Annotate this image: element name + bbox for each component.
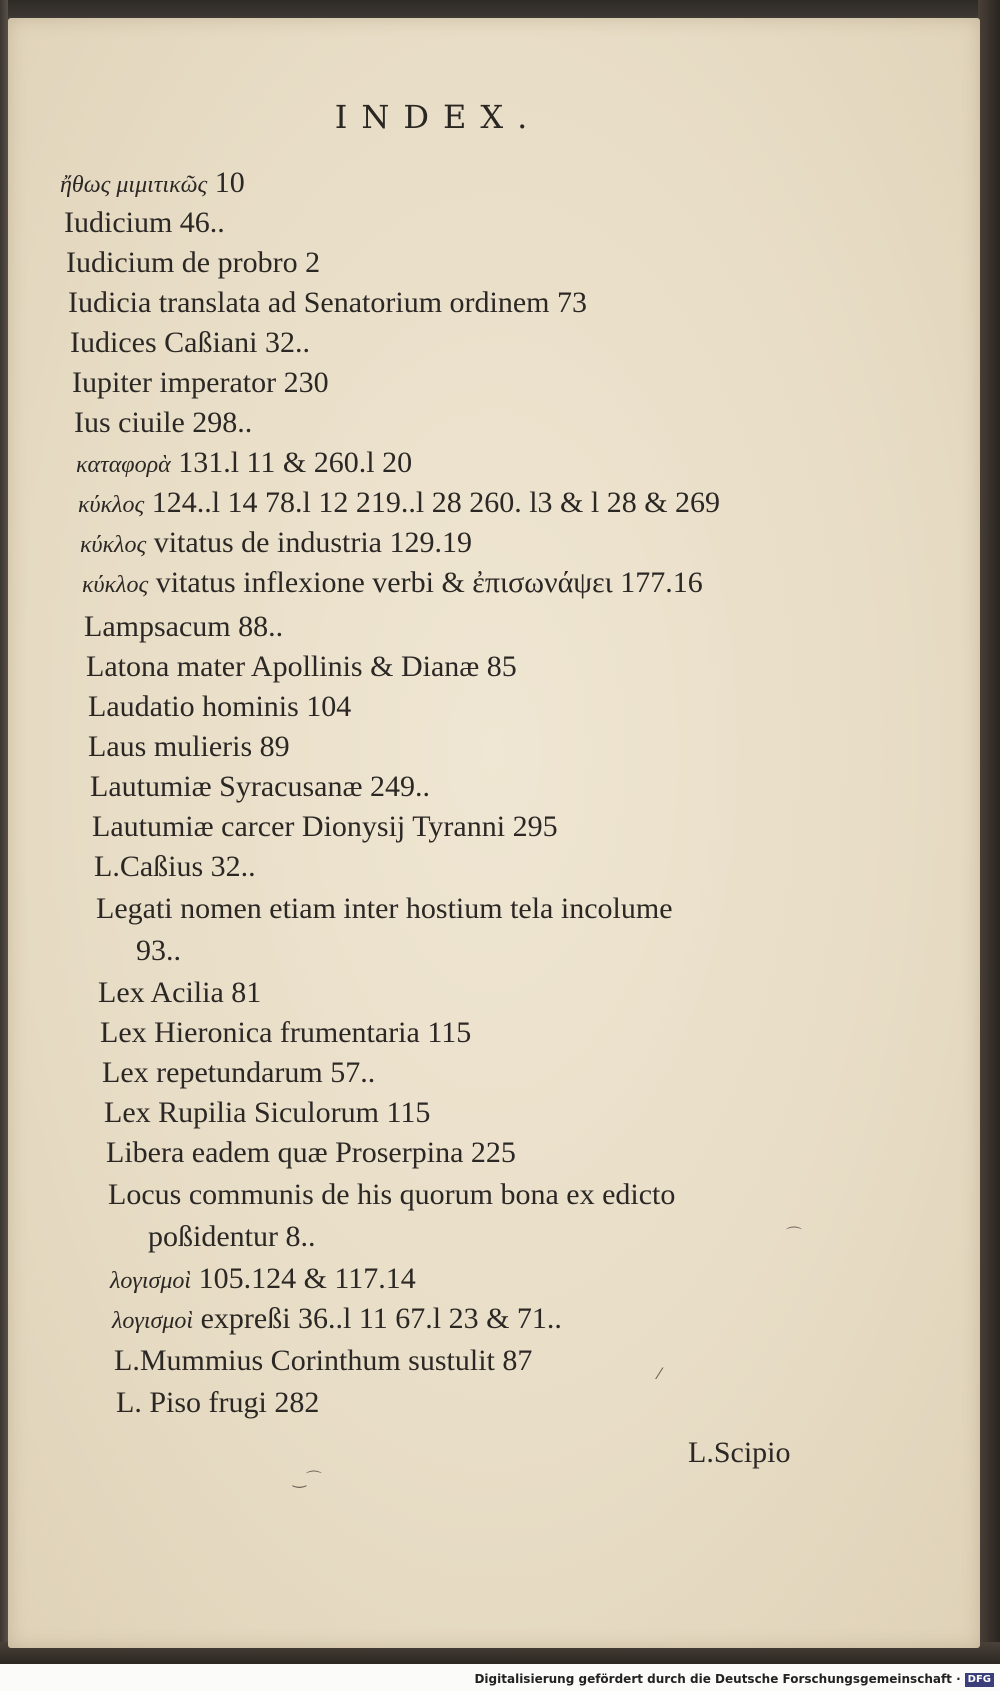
entry-text: poßidentur 8..: [148, 1220, 316, 1253]
index-entry: [94, 852, 256, 882]
greek-term: κύκλος: [82, 572, 149, 598]
index-entry: [60, 168, 245, 198]
entry-text: vitatus de industria 129.19: [153, 526, 472, 559]
index-entry: [104, 1098, 430, 1128]
greek-term: καταφορὰ: [76, 452, 171, 478]
index-entry: [64, 208, 225, 238]
book-page: [8, 18, 980, 1648]
entry-text: vitatus inflexione verbi & ἐπισωνάψει 177.16: [155, 566, 703, 599]
greek-term: κύκλος: [80, 532, 147, 558]
index-entry: [106, 1138, 516, 1168]
entry-text: Iudicium 46..: [64, 206, 225, 239]
entry-text: Legati nomen etiam inter hostium tela incolume: [96, 892, 673, 925]
index-entry: [100, 1018, 471, 1048]
entry-text: Lautumiæ carcer Dionysij Tyranni 295: [92, 810, 558, 843]
credit-text: Digitalisierung gefördert durch die Deutsche Forschungsgemeinschaft ·: [474, 1672, 961, 1686]
index-entry: [116, 1388, 319, 1418]
entry-text: L.Mummius Corinthum sustulit 87: [114, 1344, 533, 1377]
index-entry: [92, 812, 558, 842]
ink-mark: ⌒: [786, 1225, 803, 1244]
index-entry: [102, 1058, 375, 1088]
greek-term: λογισμοὶ: [110, 1268, 192, 1294]
entry-text: Iudices Caßiani 32..: [70, 326, 310, 359]
index-entry: [98, 978, 261, 1008]
entry-text: Laudatio hominis 104: [88, 690, 352, 723]
index-entry: [66, 248, 320, 278]
ink-mark: ⁄: [658, 1364, 661, 1383]
entry-text: 93..: [136, 934, 181, 967]
entry-text: Laus mulieris 89: [88, 730, 290, 763]
page-title: INDEX.: [334, 98, 542, 136]
ink-mark: ‿⌒: [293, 1469, 322, 1488]
index-entry: [74, 408, 252, 438]
index-entry: [84, 612, 283, 642]
entry-text: Iudicia translata ad Senatorium ordinem 73: [68, 286, 588, 319]
entry-text: Latona mater Apollinis & Dianæ 85: [86, 650, 517, 683]
index-entry: [88, 732, 290, 762]
index-entry: [82, 568, 703, 598]
index-entry: [70, 328, 310, 358]
index-entry: [148, 1222, 315, 1252]
index-entry: [90, 772, 430, 802]
entry-text: Lex Rupilia Siculorum 115: [104, 1096, 431, 1129]
entry-text: Lampsacum 88..: [84, 610, 284, 643]
index-entry: [108, 1180, 675, 1210]
entry-text: expreßi 36..l 11 67.l 23 & 71..: [200, 1302, 562, 1335]
index-entry: [86, 652, 517, 682]
book-edge-right: [978, 0, 1000, 1660]
index-entry: [96, 894, 673, 924]
index-entry: [112, 1304, 562, 1334]
entry-text: 131.l 11 & 260.l 20: [178, 446, 413, 479]
index-entry: [68, 288, 587, 318]
index-entry: [72, 368, 329, 398]
entry-text: Iupiter imperator 230: [72, 366, 329, 399]
entry-text: Ius ciuile 298..: [74, 406, 253, 439]
index-entry: [136, 936, 181, 966]
entry-text: Lex repetundarum 57..: [102, 1056, 376, 1089]
index-entry: [88, 692, 351, 722]
entry-text: Lex Hieronica frumentaria 115: [100, 1016, 472, 1049]
entry-text: Libera eadem quæ Proserpina 225: [106, 1136, 516, 1169]
dfg-logo: DFG: [965, 1673, 994, 1687]
index-entry: [80, 528, 472, 558]
entry-text: 105.124 & 117.14: [198, 1262, 416, 1295]
entry-text: L. Piso frugi 282: [116, 1386, 320, 1419]
entry-text: Lex Acilia 81: [98, 976, 262, 1009]
book-edge-left: [0, 0, 8, 1660]
catchword: L.Scipio: [688, 1436, 791, 1469]
greek-term: λογισμοὶ: [112, 1308, 194, 1334]
entry-text: 124..l 14 78.l 12 219..l 28 260. l3 & l 28 & 269: [151, 486, 721, 519]
greek-term: κύκλος: [78, 492, 145, 518]
entry-text: Iudicium de probro 2: [66, 246, 321, 279]
index-entry: [110, 1264, 416, 1294]
index-entry: [114, 1346, 532, 1376]
entry-text: Lautumiæ Syracusanæ 249..: [90, 770, 430, 803]
digitization-credit: [474, 1672, 994, 1687]
greek-term: ἤθως μιμιτικῶς: [60, 172, 208, 198]
index-entry: [76, 448, 412, 478]
entry-text: 10: [214, 166, 245, 199]
entry-text: Locus communis de his quorum bona ex edicto: [108, 1178, 676, 1211]
entry-text: L.Caßius 32..: [94, 850, 256, 883]
index-entry: [78, 488, 720, 518]
